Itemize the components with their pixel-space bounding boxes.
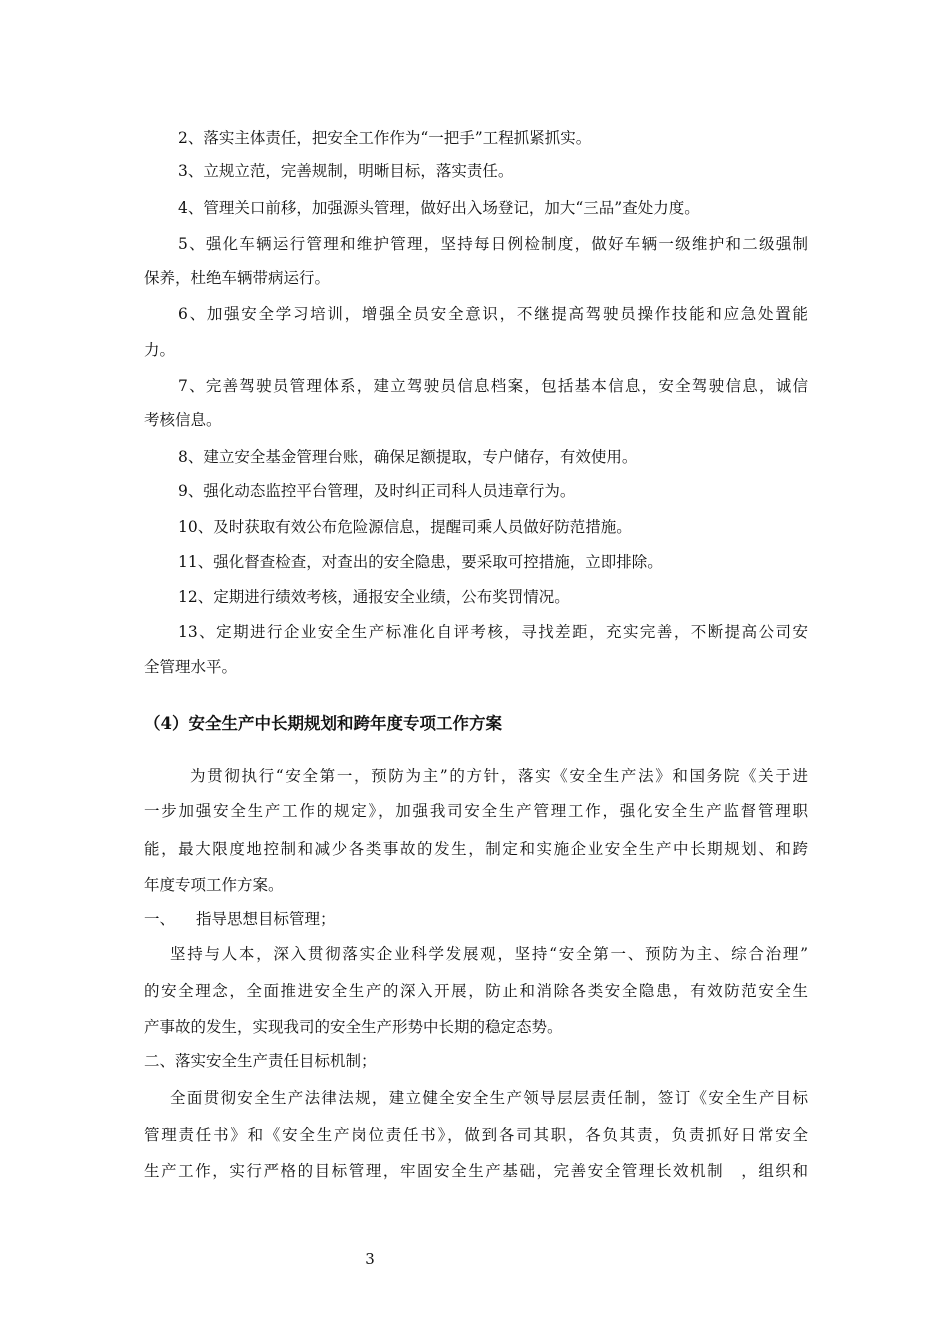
subsection-1-title: 指导思想目标管理； [196, 910, 336, 928]
sub2-line-1: 全面贯彻安全生产法律法规，建立健全安全生产领导层层责任制，签订《安全生产目标 [170, 1089, 808, 1107]
intro-line-2: 一步加强安全生产工作的规定》，加强我司安全生产管理工作，强化安全生产监督管理职 [144, 802, 808, 820]
list-item-4: 4、管理关口前移，加强源头管理，做好出入场登记，加大“三品”查处力度。 [178, 199, 700, 217]
list-item-6-line-1: 6、加强安全学习培训，增强全员安全意识，不继提高驾驶员操作技能和应急处置能 [178, 305, 808, 323]
list-item-11: 11、强化督查检查，对查出的安全隐患，要采取可控措施，立即排除。 [178, 553, 663, 571]
list-item-2: 2、落实主体责任，把安全工作作为“一把手”工程抓紧抓实。 [178, 129, 592, 147]
list-item-9: 9、强化动态监控平台管理，及时纠正司科人员违章行为。 [178, 482, 576, 500]
subsection-1-number: 一、 [144, 910, 176, 928]
page-number: 3 [365, 1250, 375, 1268]
sub2-line-3: 生产工作，实行严格的目标管理，牢固安全生产基础，完善安全管理长效机制 ，组织和 [144, 1162, 808, 1180]
list-item-12: 12、定期进行绩效考核，通报安全业绩，公布奖罚情况。 [178, 588, 570, 606]
sub1-line-3: 产事故的发生，实现我司的安全生产形势中长期的稳定态势。 [144, 1018, 563, 1036]
sub1-line-1: 坚持与人本，深入贯彻落实企业科学发展观，坚持“安全第一、预防为主、综合治理” [170, 945, 808, 963]
intro-line-1: 为贯彻执行“安全第一，预防为主”的方针，落实《安全生产法》和国务院《关于进 [190, 767, 808, 785]
section-heading: （4）安全生产中长期规划和跨年度专项工作方案 [144, 714, 502, 733]
list-item-13-line-1: 13、定期进行企业安全生产标准化自评考核，寻找差距，充实完善，不断提高公司安 [178, 623, 808, 641]
list-item-10: 10、及时获取有效公布危险源信息，提醒司乘人员做好防范措施。 [178, 518, 632, 536]
subsection-2-heading: 二、落实安全生产责任目标机制； [144, 1052, 377, 1070]
list-item-8: 8、建立安全基金管理台账，确保足额提取，专户储存，有效使用。 [178, 448, 638, 466]
list-item-7-line-2: 考核信息。 [144, 411, 222, 429]
list-item-13-line-2: 全管理水平。 [144, 658, 238, 676]
sub2-line-2: 管理责任书》和《安全生产岗位责任书》，做到各司其职，各负其责，负责抓好日常安全 [144, 1126, 808, 1144]
list-item-6-line-2: 力。 [144, 341, 176, 359]
intro-line-3: 能，最大限度地控制和减少各类事故的发生，制定和实施企业安全生产中长期规划、和跨 [144, 840, 808, 858]
sub1-line-2: 的安全理念，全面推进安全生产的深入开展，防止和消除各类安全隐患，有效防范安全生 [144, 982, 808, 1000]
list-item-5-line-2: 保养，杜绝车辆带病运行。 [144, 269, 331, 287]
intro-line-4: 年度专项工作方案。 [144, 876, 284, 894]
list-item-3: 3、立规立范，完善规制，明晰目标，落实责任。 [178, 162, 514, 180]
list-item-5-line-1: 5、强化车辆运行管理和维护管理，坚持每日例检制度，做好车辆一级维护和二级强制 [178, 235, 808, 253]
list-item-7-line-1: 7、完善驾驶员管理体系，建立驾驶员信息档案，包括基本信息，安全驾驶信息，诚信 [178, 377, 808, 395]
